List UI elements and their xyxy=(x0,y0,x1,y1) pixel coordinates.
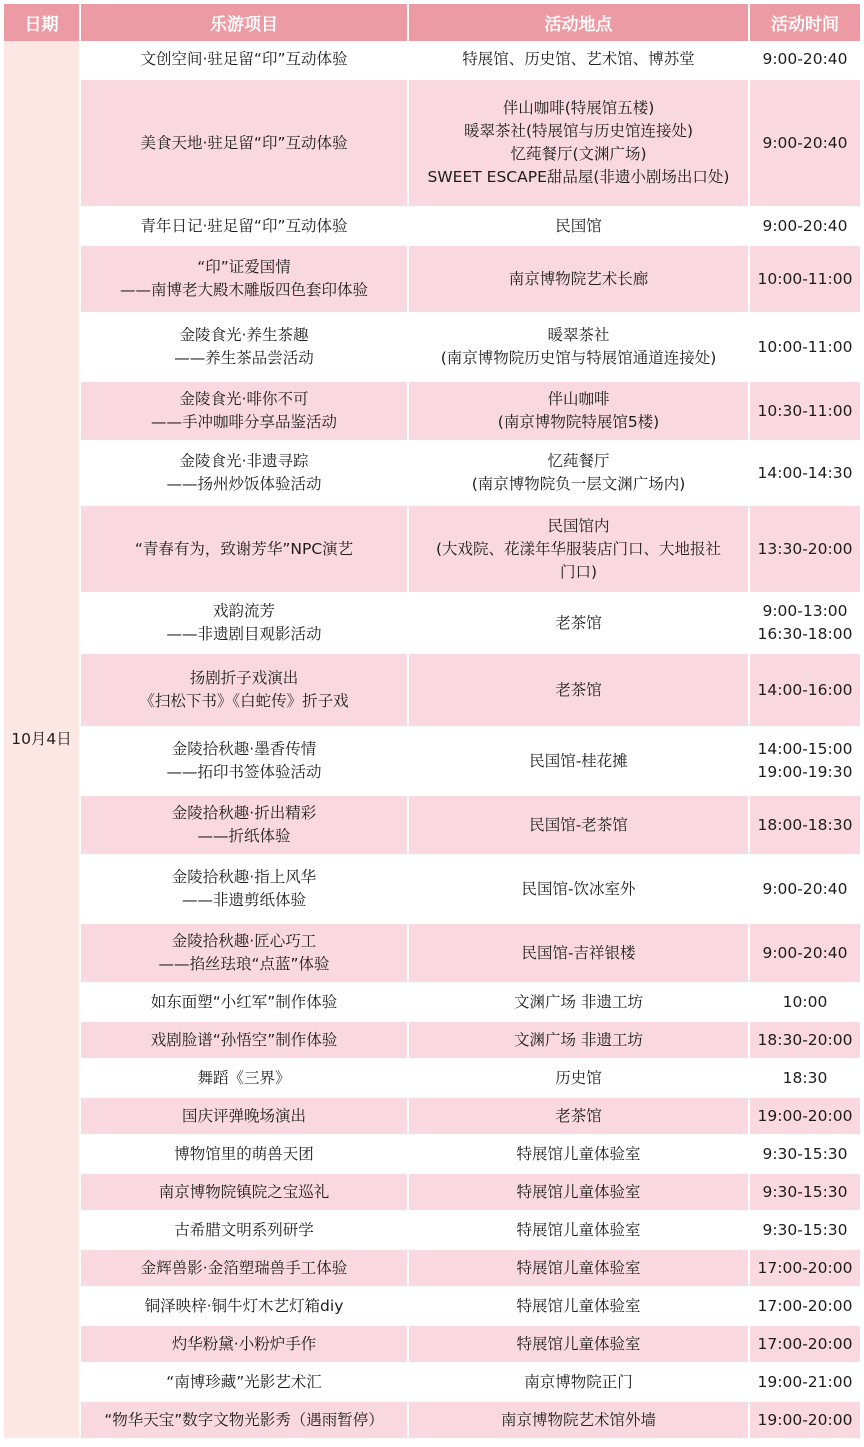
location-line: 门口) xyxy=(559,562,598,581)
location-line: 暖翠茶社(特展馆与历史馆连接处) xyxy=(463,122,694,140)
header-time: 活动时间 xyxy=(749,4,860,41)
project-line: 古希腊文明系列研学 xyxy=(174,1220,314,1239)
location-line: 老茶馆 xyxy=(555,613,602,632)
location-line: 老茶馆 xyxy=(555,1106,602,1125)
header-project: 乐游项目 xyxy=(80,4,408,41)
location-line: 特展馆、历史馆、艺术馆、博苏堂 xyxy=(462,50,695,68)
project-cell xyxy=(80,381,408,441)
project-cell xyxy=(80,923,408,983)
location-cell xyxy=(408,1135,749,1173)
location-line: 民国馆-饮冰室外 xyxy=(521,879,636,898)
location-line: 忆莼餐厅 xyxy=(547,452,610,470)
project-line: 南京博物院镇院之宝巡礼 xyxy=(158,1182,330,1201)
location-cell xyxy=(408,313,749,381)
location-line: 南京博物院艺术长廊 xyxy=(508,269,649,288)
time-cell xyxy=(749,923,860,983)
project-cell xyxy=(80,245,408,313)
header-location: 活动地点 xyxy=(408,4,749,41)
project-cell xyxy=(80,441,408,505)
location-cell xyxy=(408,1059,749,1097)
location-cell xyxy=(408,795,749,855)
location-line: (南京博物院特展馆5楼) xyxy=(497,413,660,431)
project-cell xyxy=(80,1097,408,1135)
header-date: 日期 xyxy=(4,4,80,41)
project-line: 舞蹈《三界》 xyxy=(197,1068,291,1087)
time-cell xyxy=(749,441,860,505)
location-cell xyxy=(408,923,749,983)
table-row xyxy=(4,245,860,313)
location-cell xyxy=(408,1401,749,1439)
table-row xyxy=(4,1401,860,1439)
time-cell xyxy=(749,653,860,727)
time-cell xyxy=(749,855,860,923)
location-cell xyxy=(408,505,749,593)
time-line: 9:00-20:40 xyxy=(762,50,848,68)
location-line: 暖翠茶社 xyxy=(547,326,610,344)
table-row xyxy=(4,983,860,1021)
project-cell xyxy=(80,1135,408,1173)
time-line: 14:00-16:00 xyxy=(757,680,853,699)
project-cell xyxy=(80,1021,408,1059)
location-line: (南京博物院负一层文渊广场内) xyxy=(471,475,686,493)
table-row xyxy=(4,505,860,593)
time-line: 17:00-20:00 xyxy=(757,1258,853,1277)
time-cell xyxy=(749,1173,860,1211)
time-cell xyxy=(749,79,860,207)
time-cell xyxy=(749,41,860,79)
location-cell xyxy=(408,983,749,1021)
table-row xyxy=(4,381,860,441)
table-row xyxy=(4,1135,860,1173)
location-cell xyxy=(408,855,749,923)
location-cell xyxy=(408,1173,749,1211)
project-line: 国庆评弹晚场演出 xyxy=(181,1106,306,1125)
project-line: 《扫松下书》《白蛇传》折子戏 xyxy=(139,692,349,710)
table-row xyxy=(4,1325,860,1363)
project-line: 金陵食光·非遗寻踪 xyxy=(179,452,309,470)
location-line: 忆莼餐厅(文渊广场) xyxy=(510,145,647,163)
time-cell xyxy=(749,1401,860,1439)
time-line: 17:00-20:00 xyxy=(757,1296,853,1315)
time-line: 19:00-20:00 xyxy=(757,1410,853,1429)
table-row xyxy=(4,79,860,207)
time-line: 9:30-15:30 xyxy=(762,1220,848,1239)
time-line: 14:00-14:30 xyxy=(757,463,853,482)
project-line: ——掐丝珐琅“点蓝”体验 xyxy=(158,955,330,973)
time-cell xyxy=(749,1021,860,1059)
time-line: 10:30-11:00 xyxy=(757,401,853,420)
location-line: 文渊广场 非遗工坊 xyxy=(514,1030,643,1049)
location-cell xyxy=(408,207,749,245)
project-cell xyxy=(80,855,408,923)
time-line: 14:00-15:00 xyxy=(757,740,853,758)
schedule-table xyxy=(4,4,860,1440)
time-line: 17:00-20:00 xyxy=(757,1334,853,1353)
project-line: ——养生茶品尝活动 xyxy=(174,349,314,367)
location-line: 伴山咖啡(特展馆五楼) xyxy=(502,99,655,117)
time-cell xyxy=(749,1211,860,1249)
location-cell xyxy=(408,1097,749,1135)
time-line: 9:00-20:40 xyxy=(762,943,848,962)
time-line: 18:00-18:30 xyxy=(757,815,853,834)
project-line: “南博珍藏”光影艺术汇 xyxy=(166,1372,322,1391)
project-line: “印”证爱国情 xyxy=(197,258,291,276)
project-line: 戏剧脸谱“孙悟空”制作体验 xyxy=(150,1030,338,1049)
project-line: 金陵拾秋趣·指上风华 xyxy=(171,868,317,886)
location-line: 老茶馆 xyxy=(555,680,602,699)
location-cell xyxy=(408,1249,749,1287)
project-cell xyxy=(80,207,408,245)
project-line: ——拓印书签体验活动 xyxy=(166,763,322,781)
project-line: 戏韵流芳 xyxy=(212,602,275,620)
location-line: 特展馆儿童体验室 xyxy=(516,1334,641,1353)
table-row xyxy=(4,1059,860,1097)
project-line: 金陵拾秋趣·墨香传情 xyxy=(171,740,317,758)
time-line: 9:00-13:00 xyxy=(762,602,848,620)
project-cell xyxy=(80,313,408,381)
table-row xyxy=(4,441,860,505)
time-cell xyxy=(749,1097,860,1135)
location-cell xyxy=(408,1325,749,1363)
location-line: 特展馆儿童体验室 xyxy=(516,1296,641,1315)
project-cell xyxy=(80,653,408,727)
project-line: 金陵食光·养生茶趣 xyxy=(179,326,309,344)
project-line: “青春有为，致谢芳华”NPC演艺 xyxy=(134,539,354,558)
location-line: 民国馆内 xyxy=(547,516,610,535)
time-cell xyxy=(749,381,860,441)
location-cell xyxy=(408,727,749,795)
time-cell xyxy=(749,1363,860,1401)
project-line: 铜泽映梓·铜牛灯木艺灯箱diy xyxy=(144,1296,344,1315)
project-cell xyxy=(80,1287,408,1325)
location-line: 民国馆-桂花摊 xyxy=(529,751,628,770)
location-cell xyxy=(408,653,749,727)
time-cell xyxy=(749,1325,860,1363)
project-cell xyxy=(80,727,408,795)
project-line: “物华天宝”数字文物光影秀（遇雨暂停） xyxy=(104,1410,384,1429)
table-row xyxy=(4,727,860,795)
location-line: 民国馆-老茶馆 xyxy=(529,815,628,834)
table-row xyxy=(4,1021,860,1059)
project-line: ——南博老大殿木雕版四色套印体验 xyxy=(119,281,368,299)
project-cell xyxy=(80,593,408,653)
project-line: 如东面塑“小红军”制作体验 xyxy=(150,992,338,1011)
time-cell xyxy=(749,983,860,1021)
time-line: 9:00-20:40 xyxy=(762,216,848,235)
project-line: 金陵拾秋趣·折出精彩 xyxy=(171,804,317,822)
location-line: 特展馆儿童体验室 xyxy=(516,1258,641,1277)
location-line: 文渊广场 非遗工坊 xyxy=(514,992,643,1011)
time-line: 10:00 xyxy=(782,992,828,1011)
time-line: 19:00-19:30 xyxy=(757,763,853,781)
location-line: 特展馆儿童体验室 xyxy=(516,1220,641,1239)
project-line: 博物馆里的萌兽天团 xyxy=(174,1144,314,1163)
location-cell xyxy=(408,381,749,441)
project-line: ——折纸体验 xyxy=(197,827,291,845)
project-line: 青年日记·驻足留“印”互动体验 xyxy=(140,216,348,235)
time-line: 19:00-20:00 xyxy=(757,1106,853,1125)
project-cell xyxy=(80,795,408,855)
project-cell xyxy=(80,1363,408,1401)
time-line: 9:30-15:30 xyxy=(762,1144,848,1163)
project-cell xyxy=(80,41,408,79)
location-cell xyxy=(408,1287,749,1325)
project-cell xyxy=(80,983,408,1021)
project-cell xyxy=(80,1249,408,1287)
location-line: (大戏院、花漾年华服装店门口、大地报社 xyxy=(435,539,722,558)
project-line: 金陵拾秋趣·匠心巧工 xyxy=(171,932,317,950)
project-cell xyxy=(80,1401,408,1439)
location-cell xyxy=(408,441,749,505)
table-row xyxy=(4,1097,860,1135)
table-row xyxy=(4,795,860,855)
project-cell xyxy=(80,505,408,593)
location-cell xyxy=(408,79,749,207)
project-line: 文创空间·驻足留“印”互动体验 xyxy=(140,50,348,68)
location-line: 民国馆-吉祥银楼 xyxy=(521,943,636,962)
header-row xyxy=(4,4,860,41)
project-cell xyxy=(80,1325,408,1363)
table-row xyxy=(4,207,860,245)
date-cell: 10月4日 xyxy=(4,41,80,1439)
time-line: 18:30 xyxy=(782,1068,828,1087)
time-line: 18:30-20:00 xyxy=(757,1030,853,1049)
location-cell xyxy=(408,1363,749,1401)
location-line: SWEET ESCAPE甜品屋(非遗小剧场出口处) xyxy=(427,168,730,186)
time-cell xyxy=(749,313,860,381)
time-cell xyxy=(749,1059,860,1097)
time-line: 9:00-20:40 xyxy=(762,133,848,152)
time-cell xyxy=(749,1287,860,1325)
table-row xyxy=(4,313,860,381)
time-cell xyxy=(749,795,860,855)
project-cell xyxy=(80,1173,408,1211)
project-line: ——非遗剪纸体验 xyxy=(181,891,306,909)
time-cell xyxy=(749,593,860,653)
location-line: 历史馆 xyxy=(555,1068,602,1087)
project-line: ——扬州炒饭体验活动 xyxy=(166,475,322,493)
location-line: 民国馆 xyxy=(555,216,602,235)
location-line: (南京博物院历史馆与特展馆通道连接处) xyxy=(440,349,717,367)
project-line: 灼华粉黛·小粉炉手作 xyxy=(171,1334,317,1353)
time-line: 9:30-15:30 xyxy=(762,1182,848,1201)
time-cell xyxy=(749,1249,860,1287)
location-line: 特展馆儿童体验室 xyxy=(516,1144,641,1163)
time-line: 10:00-11:00 xyxy=(757,337,853,356)
project-line: 金辉兽影·金箔塑瑞兽手工体验 xyxy=(140,1258,348,1277)
time-cell xyxy=(749,1135,860,1173)
time-line: 19:00-21:00 xyxy=(757,1372,853,1391)
time-line: 13:30-20:00 xyxy=(757,539,853,558)
location-line: 南京博物院正门 xyxy=(524,1372,633,1391)
table-row xyxy=(4,855,860,923)
location-cell xyxy=(408,1021,749,1059)
location-line: 伴山咖啡 xyxy=(547,390,610,408)
location-cell xyxy=(408,593,749,653)
project-cell xyxy=(80,1211,408,1249)
table-row xyxy=(4,653,860,727)
project-line: ——非遗剧目观影活动 xyxy=(166,625,322,643)
time-line: 16:30-18:00 xyxy=(757,625,853,643)
time-cell xyxy=(749,207,860,245)
table-row xyxy=(4,923,860,983)
time-cell xyxy=(749,245,860,313)
location-line: 特展馆儿童体验室 xyxy=(516,1182,641,1201)
location-cell xyxy=(408,245,749,313)
project-line: 美食天地·驻足留“印”互动体验 xyxy=(140,133,348,152)
location-cell xyxy=(408,1211,749,1249)
table-row xyxy=(4,1287,860,1325)
table-row xyxy=(4,1173,860,1211)
table-row xyxy=(4,1249,860,1287)
project-line: 扬剧折子戏演出 xyxy=(189,669,299,687)
location-cell xyxy=(408,41,749,79)
location-line: 南京博物院艺术馆外墙 xyxy=(500,1410,656,1429)
table-row xyxy=(4,41,860,79)
project-line: 金陵食光·啡你不可 xyxy=(179,390,309,408)
project-cell xyxy=(80,79,408,207)
time-cell xyxy=(749,505,860,593)
table-row xyxy=(4,593,860,653)
time-line: 10:00-11:00 xyxy=(757,269,853,288)
time-cell xyxy=(749,727,860,795)
table-row xyxy=(4,1211,860,1249)
project-line: ——手冲咖啡分享品鉴活动 xyxy=(150,413,337,431)
project-cell xyxy=(80,1059,408,1097)
table-row xyxy=(4,1363,860,1401)
time-line: 9:00-20:40 xyxy=(762,879,848,898)
